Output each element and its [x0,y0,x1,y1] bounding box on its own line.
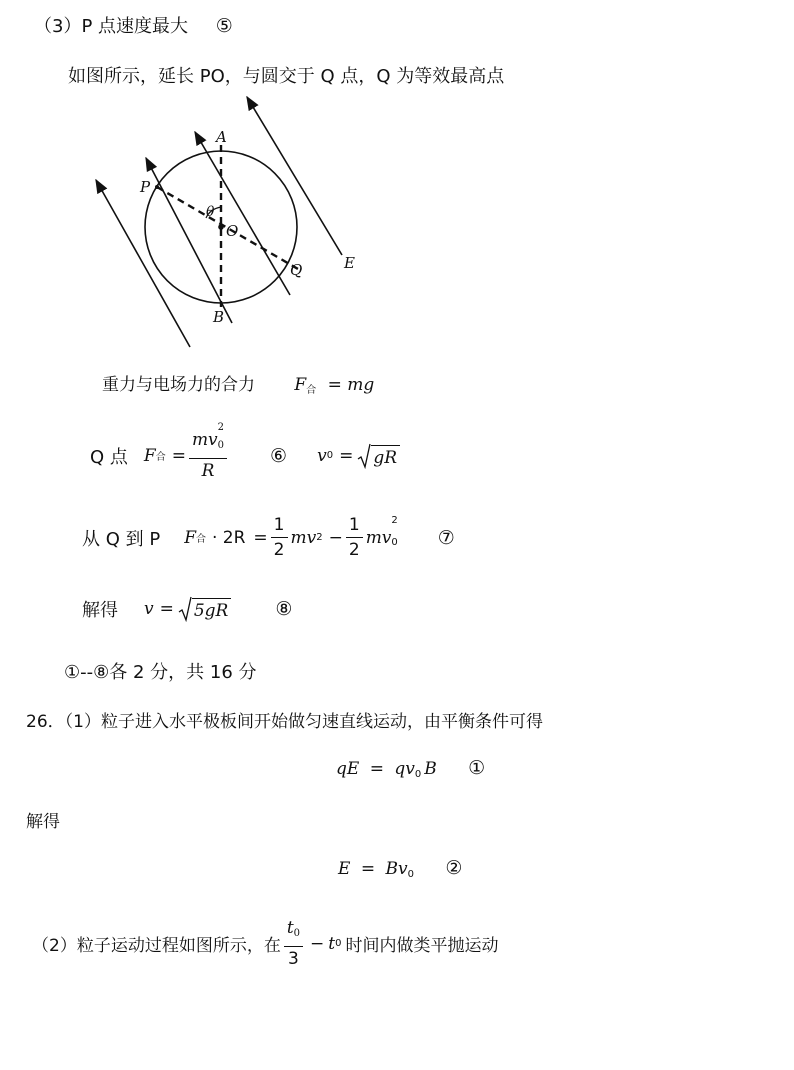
score-mark-6: ⑥ [270,444,288,467]
score-mark-7: ⑦ [437,526,455,549]
force-subscript: 合 [195,534,206,545]
fraction-denominator: R [201,461,215,481]
resultant-label: 重力与电场力的合力 [102,375,255,395]
label-O: O [226,222,239,240]
half-den: 2 [348,540,360,560]
v0-subscript: 0 [391,537,398,548]
scoring-note: ①--⑧各 2 分，共 16 分 [64,662,257,683]
q-point-label: Q 点 [90,446,128,468]
num-sup: 2 [217,422,225,433]
velocity-symbol: v [144,599,154,619]
rhs-Bv: Bv [385,859,408,879]
time-fraction [284,918,303,969]
equation-qE [336,757,485,780]
half-den: 2 [273,540,285,560]
half-fraction-1 [271,515,288,560]
half-fraction-2 [346,515,363,560]
minus: − [328,527,343,548]
lhs-E: E [338,859,351,879]
dot-2R: · 2R [211,527,246,548]
solve-label: 解得 [82,600,118,621]
time-num [284,918,303,947]
part2-after: 时间内做类平抛运动 [345,936,499,956]
equals: = [171,445,186,466]
resultant-force-line [102,370,374,396]
label-B: B [213,308,225,326]
sqrt-5gR [178,596,232,622]
time-den: 3 [288,949,299,969]
part3-heading [34,12,233,38]
equals: = [360,859,376,879]
resultant-rhs: = mg [327,375,375,395]
velocity-symbol: v [317,445,327,466]
mv-text: mv [290,527,317,548]
rhs-subscript: 0 [414,769,422,780]
radical-sign [178,596,192,622]
force-subscript: 合 [155,452,166,463]
question-26-heading: 26．（1）粒子进入水平极板间开始做匀速直线运动，由平衡条件可得 [26,712,543,732]
v0-squared: 2 [391,515,398,526]
v-squared: 2 [316,532,323,543]
score-mark-2: ② [445,857,463,879]
solve-label-2: 解得 [26,812,60,832]
solve-v-equation [82,596,292,622]
fraction-numerator [189,422,227,459]
score-mark-8: ⑧ [275,598,293,620]
field-line-2 [146,158,232,323]
center-dot [218,224,224,230]
radicand: gR [371,445,400,469]
radicand: 5gR [192,598,232,622]
half-num: 1 [346,515,363,538]
t-symbol: t [328,933,336,954]
equals: = [253,527,268,548]
force-symbol: F [184,527,196,548]
t-symbol: t [286,918,294,938]
velocity-subscript: 0 [326,450,334,461]
equals-2: = [339,445,354,466]
rhs-qv: qv [394,759,415,779]
score-mark-1: ① [468,757,486,779]
label-theta: θ [206,204,215,220]
label-P: P [140,178,151,196]
rhs-subscript: 0 [407,869,414,880]
part3-text: （3）P 点速度最大 [34,16,189,37]
minus: − [310,933,325,954]
field-line-1 [96,180,190,347]
label-A: A [216,128,227,146]
rhs-B: B [424,759,437,779]
q-point-equation [90,422,400,481]
force-subscript: 合 [306,385,317,396]
equals: = [369,759,384,779]
half-num: 1 [271,515,288,538]
force-symbol: F [294,375,307,395]
mv0-text: mv [365,527,392,548]
explanation-line: 如图所示，延长 PO，与圆交于 Q 点，Q 为等效最高点 [68,66,505,87]
lhs-qE: qE [336,759,360,779]
force-symbol: F [143,445,156,466]
field-line-4 [247,97,342,255]
part2-before: （2）粒子运动过程如图所示，在 [32,936,281,956]
q-to-p-label: 从 Q 到 P [82,528,161,550]
equals: = [159,599,174,619]
q-to-p-equation [82,515,455,560]
t-subscript: 0 [335,938,342,949]
t-subscript: 0 [293,928,301,939]
score-mark-5: ⑤ [215,15,233,37]
part2-line [32,918,499,969]
point-P-dot [155,185,159,189]
radical-sign [357,443,371,469]
mv-text: mv [191,430,218,450]
sqrt-gR [357,443,400,469]
num-sub: 0 [217,440,225,451]
circle-field-diagram [80,95,380,360]
label-Q: Q [290,261,303,279]
centripetal-fraction [189,422,227,481]
equation-E [338,857,462,880]
label-E: E [344,254,355,272]
